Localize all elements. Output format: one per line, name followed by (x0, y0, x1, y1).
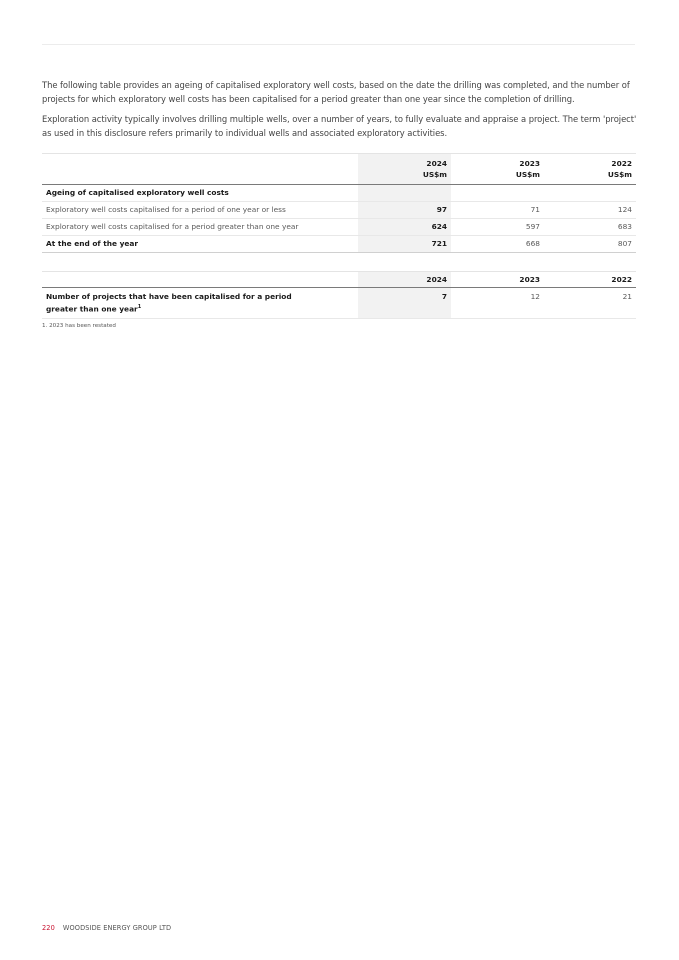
well-costs-ageing-table (42, 153, 636, 253)
table-header-row (42, 154, 636, 185)
column-year: 2024 (426, 159, 447, 168)
table-row (42, 288, 636, 319)
section-heading-row (42, 185, 636, 202)
total-2023: 668 (451, 236, 544, 253)
value-2023: 12 (451, 288, 544, 319)
table-header-row (42, 272, 636, 288)
value-2024: 97 (358, 202, 451, 219)
total-2024: 721 (358, 236, 451, 253)
company-name: WOODSIDE ENERGY GROUP LTD (62, 924, 172, 932)
header-label-cell (42, 154, 358, 185)
footnote: 1. 2023 has been restated (42, 323, 116, 329)
column-year: 2022 (611, 159, 632, 168)
row-label: Exploratory well costs capitalised for a period of one year or less (42, 202, 358, 219)
value-2023: 71 (451, 202, 544, 219)
intro-paragraph-2: Exploration activity typically involves drilling multiple wells, over a number of years, to fully evaluate and appraise a project. The term 'project' as used in this disclosure refers primarily to individual wells and associated exploratory activities. (42, 114, 637, 138)
empty-cell (358, 185, 451, 202)
column-unit: US$m (422, 170, 447, 179)
column-header-2023: 2023 (451, 272, 544, 288)
column-header-2022: 2022 (544, 272, 636, 288)
intro-paragraph-1: The following table provides an ageing of capitalised exploratory well costs, based on the date the drilling was completed, and the number of projects for which exploratory well costs has been capitalised for a period greater than one year since the completion of drilling. (42, 80, 630, 104)
value-2022: 683 (544, 219, 636, 236)
row-label-line-1: Number of projects that have been capitalised for a period (46, 292, 292, 301)
empty-cell (451, 185, 544, 202)
total-2022: 807 (544, 236, 636, 253)
table-row (42, 219, 636, 236)
value-2024: 7 (358, 288, 451, 319)
column-header-2024 (358, 154, 451, 185)
column-year: 2023 (519, 159, 540, 168)
column-header-2022 (544, 154, 636, 185)
table-row (42, 202, 636, 219)
section-heading: Ageing of capitalised exploratory well costs (42, 185, 358, 202)
value-2023: 597 (451, 219, 544, 236)
page-number: 220 (42, 924, 55, 932)
row-label-line-2: greater than one year (46, 304, 138, 314)
header-rule (42, 44, 635, 45)
project-count-table (42, 271, 636, 319)
row-label (42, 288, 358, 319)
column-header-2024: 2024 (358, 272, 451, 288)
header-label-cell (42, 272, 358, 288)
value-2022: 124 (544, 202, 636, 219)
value-2022: 21 (544, 288, 636, 319)
footnote-marker: 1 (137, 304, 142, 310)
row-label: Exploratory well costs capitalised for a period greater than one year (42, 219, 358, 236)
value-2024: 624 (358, 219, 451, 236)
column-unit: US$m (515, 170, 540, 179)
column-header-2023 (451, 154, 544, 185)
total-row (42, 236, 636, 253)
column-unit: US$m (607, 170, 632, 179)
page-footer (42, 924, 171, 932)
total-label: At the end of the year (42, 236, 358, 253)
empty-cell (544, 185, 636, 202)
